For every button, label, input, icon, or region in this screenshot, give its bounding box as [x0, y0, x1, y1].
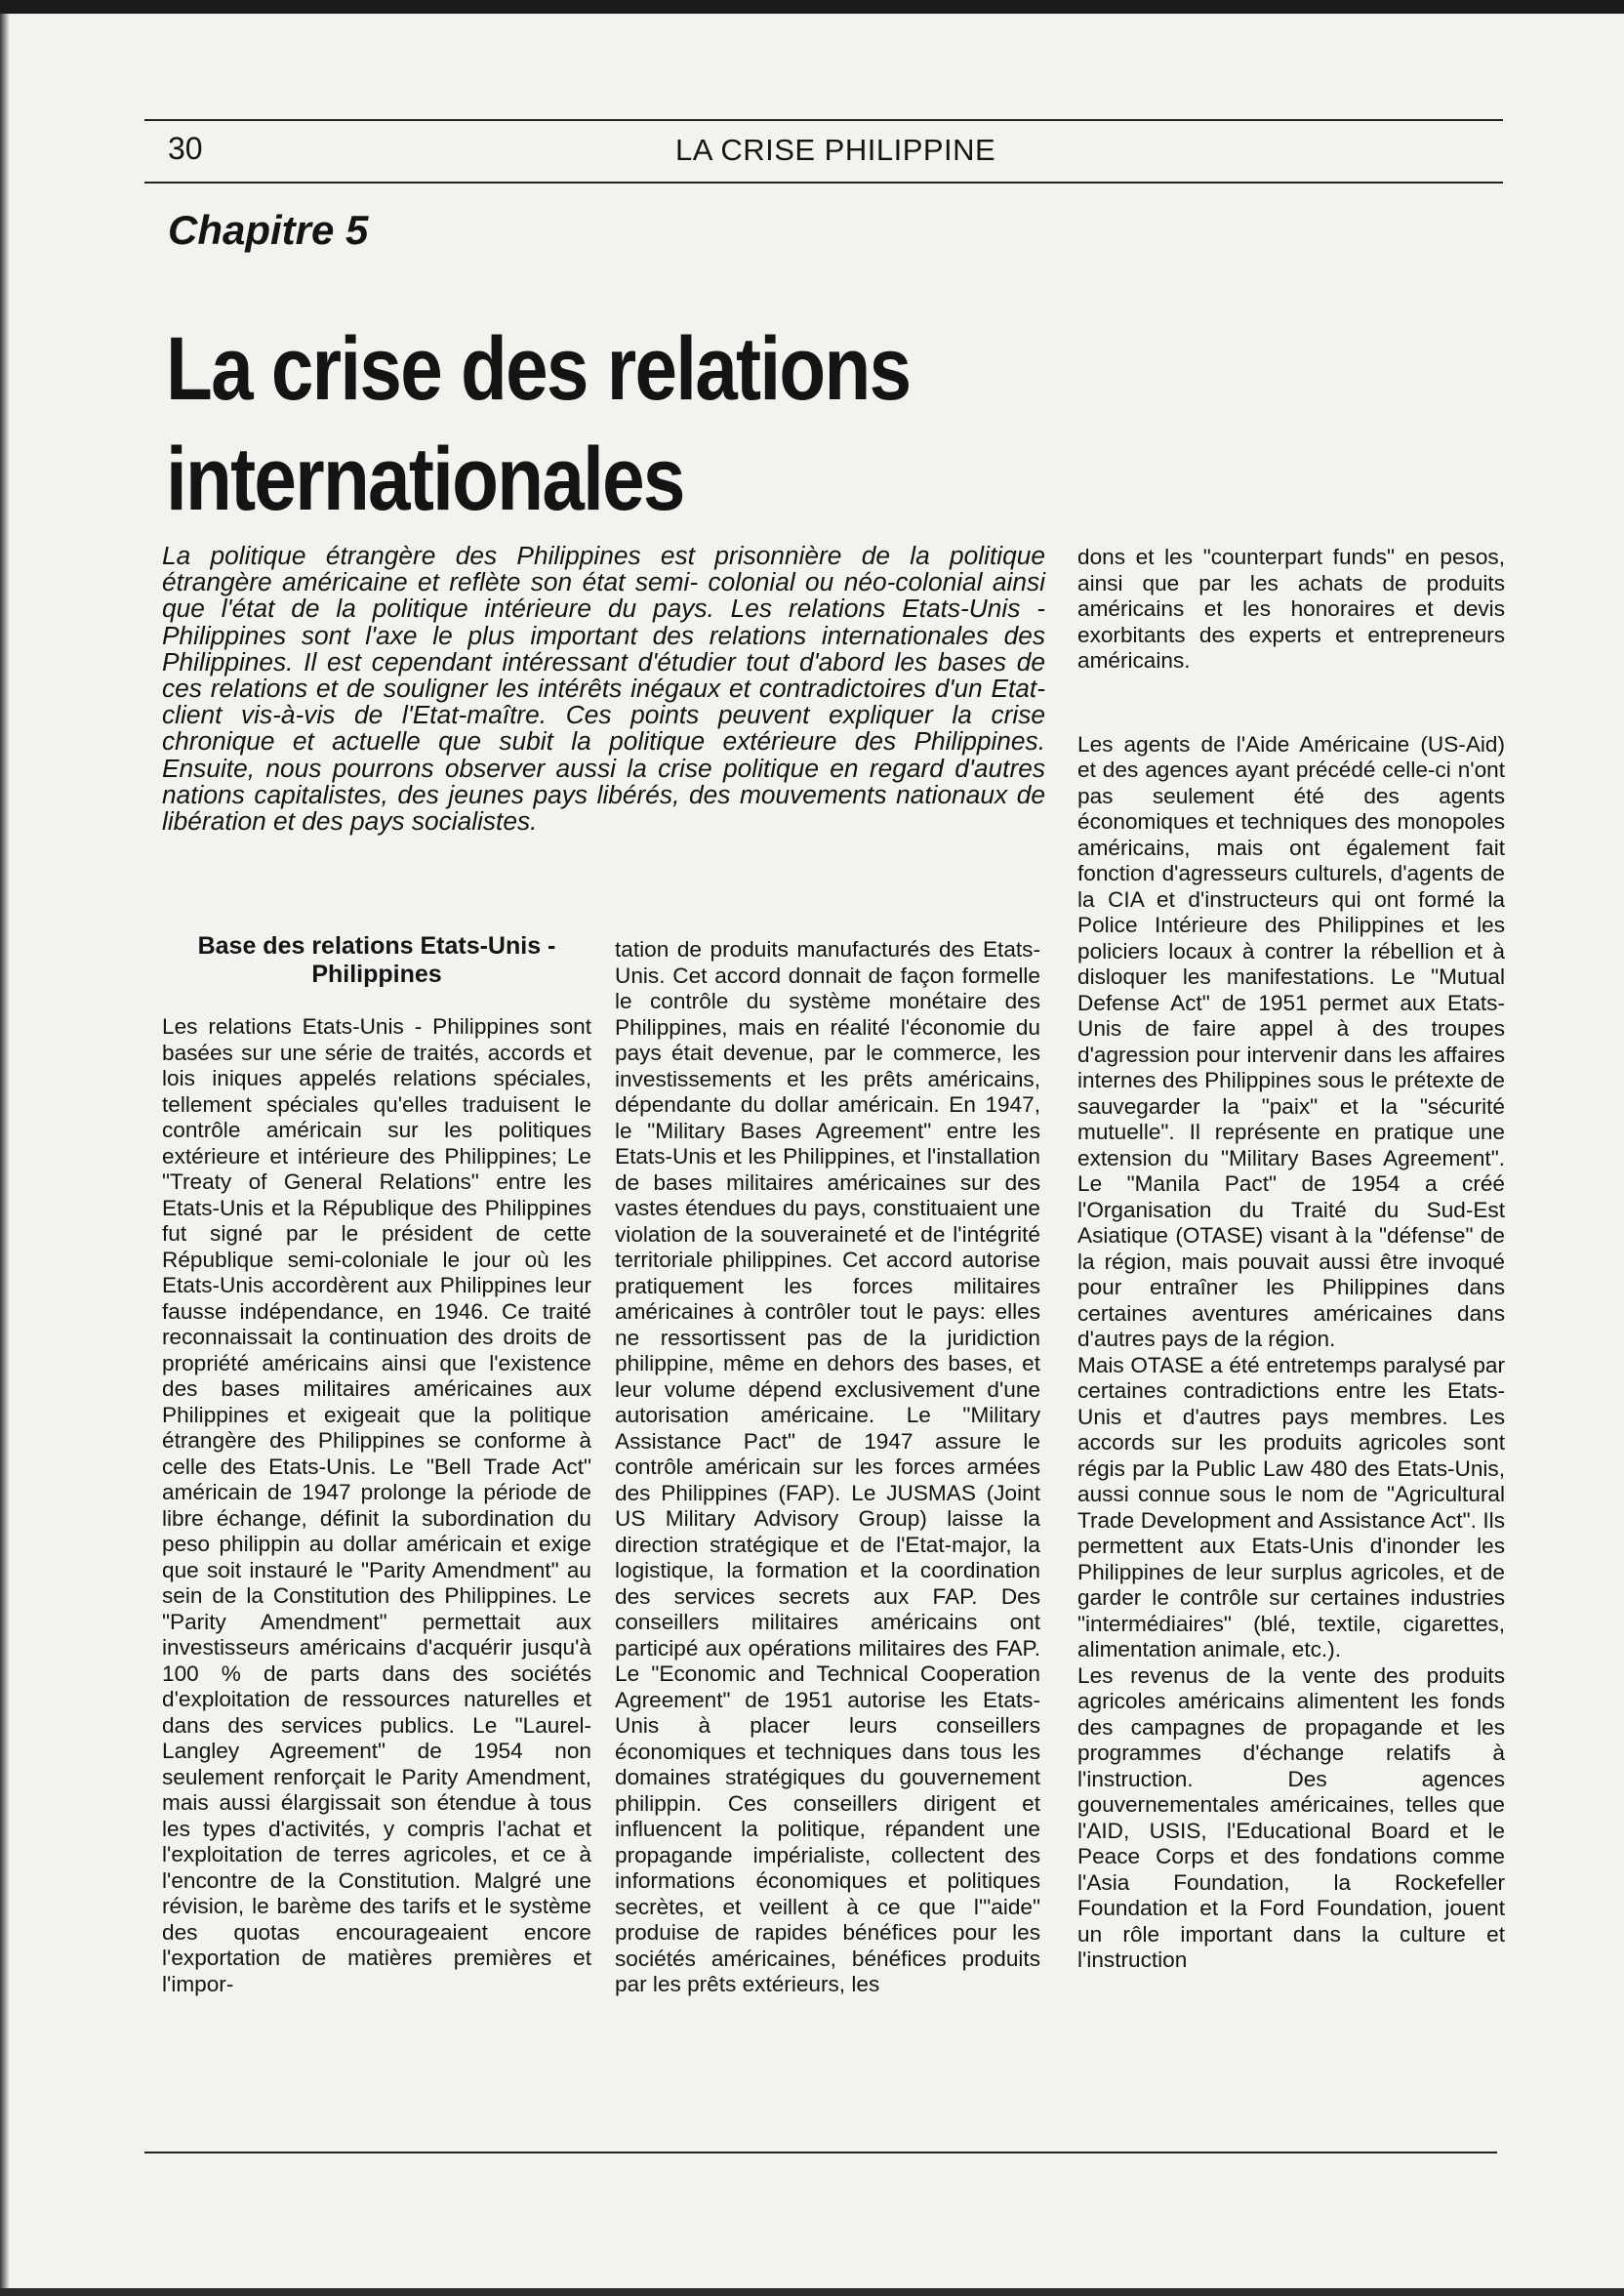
column-3-paragraph-3: Mais OTASE a été entretemps paralysé par certaines contradictions entre les Etats-Unis et d'autres pays membres. Les accords sur les produits agricoles sont régis par la Public Law 480 des Etats-Unis, aussi connue sous le nom de "Agricultural Trade Development and Assistance Act". Ils permettent aux Etats-Unis d'inonder les Philippines de leur surplus agricoles, et de garder le contrôle sur certaines industries "intermédiaires" (blé, textile, cigarettes, alimentation animale, etc.).	[1077, 1352, 1505, 1661]
column-3	[1077, 545, 1505, 1974]
scan-edge-top	[0, 0, 1624, 14]
column-1	[162, 932, 591, 1997]
scan-edge-bottom	[0, 2288, 1624, 2296]
page-header	[144, 119, 1503, 184]
column-1-text: Les relations Etats-Unis - Philippines sont basées sur une série de traités, accords et lois iniques appelés relations spéciales, tellement spéciales qu'elles traduisent le contrôle américain sur les politiques extérieure et intérieure des Philippines; Le "Treaty of General Relations" entre les Etats-Unis et la République des Philippines fut signé par le président de cette République semi-coloniale le jour où les Etats-Unis accordèrent aux Philippines leur fausse indépendance, en 1946. Ce traité reconnaissait la continuation des droits de propriété américains ainsi que l'existence des bases militaires américaines aux Philippines et exigeait que la politique étrangère des Philippines se conforme à celle des Etats-Unis. Le "Bell Trade Act" américain de 1947 prolonge la période de libre échange, définit la subordination du peso philippin au dollar américain et exige que soit instauré le "Parity Amendment" au sein de la Constitution des Philippines. Le "Parity Amendment" permettait aux investisseurs américains d'acquérir jusqu'à 100 % de parts dans des sociétés d'exploitation de ressources naturelles et dans des services publics. Le "Laurel-Langley Agreement" de 1954 non seulement renforçait le Parity Amendment, mais aussi élargissait son étendue à tous les types d'activités, y compris l'achat et l'exploitation de terres agricoles, et ce à l'encontre de la Constitution. Malgré une révision, le barème des tarifs et le système des quotas encourageaient encore l'exportation de matières premières et l'impor-	[162, 1014, 591, 1996]
chapter-label: Chapitre 5	[168, 207, 369, 253]
page-number: 30	[168, 131, 203, 166]
chapter-title	[166, 314, 995, 535]
bottom-rule	[144, 2152, 1497, 2153]
column-3-paragraph-1: dons et les "counterpart funds" en pesos, ainsi que par les achats de produits américains et les honoraires et devis exorbitants des experts et entrepreneurs américains.	[1077, 545, 1505, 673]
section-heading: Base des relations Etats-Unis - Philippines	[197, 932, 556, 988]
scan-edge-left	[0, 14, 10, 2296]
chapter-title-line-1: La crise des relations	[166, 319, 911, 419]
column-3-paragraph-4: Les revenus de la vente des produits agricoles américains alimentent les fonds des campagnes de propagande et les programmes d'échange relatifs à l'instruction. Des agences gouvernementales américaines, telles que l'AID, USIS, l'Educational Board et le Peace Corps et des fondations comme l'Asia Foundation, la Rockefeller Foundation et la Ford Foundation, jouent un rôle important dans la culture et l'instruction	[1077, 1662, 1505, 1972]
column-3-paragraph-2: Les agents de l'Aide Américaine (US-Aid) et des agences ayant précédé celle-ci n'ont pas seulement été des agents économiques et techniques des monopoles américains, mais ont également fait fonction d'agresseurs culturels, d'agents de la CIA et d'instructeurs qui ont formé la Police Intérieure des Philippines et les policiers locaux à contrer la rébellion et à disloquer les manifestations. Le "Mutual Defense Act" de 1951 permet aux Etats-Unis de faire appel à des troupes d'agression pour intervenir dans les affaires internes des Philippines sous le prétexte de sauvegarder la "paix" et la "sécurité mutuelle". Il représente en pratique une extension du "Military Bases Agreement". Le "Manila Pact" de 1954 a créé l'Organisation du Traité du Sud-Est Asiatique (OTASE) visant à la "défense" de la région, mais pouvait aussi être invoqué pour entraîner les Philippines dans certaines aventures américaines dans d'autres pays de la région.	[1077, 731, 1505, 1351]
column-2-text: tation de produits manufacturés des Etats-Unis. Cet accord donnait de façon formelle le contrôle du système monétaire des Philippines, mais en réalité l'économie du pays était devenue, par le commerce, les investissements et les prêts américains, dépendante du dollar américain. En 1947, le "Military Bases Agreement" entre les Etats-Unis et les Philippines, et l'installation de bases militaires américaines sur des vastes étendues du pays, constituaient une violation de la souveraineté et de l'intégrité territoriale philippines. Cet accord autorise pratiquement les forces militaires américaines à contrôler tout le pays: elles ne ressortissent pas de la juridiction philippine, même en dehors des bases, et leur volume dépend exclusivement d'une autorisation américaine. Le "Military Assistance Pact" de 1947 assure le contrôle américain sur les forces armées des Philippines (FAP). Le JUSMAS (Joint US Military Advisory Group) laisse la direction stratégique et de l'Etat-major, la logistique, la formation et la coordination des services secrets aux FAP. Des conseillers militaires américains ont participé aux opérations militaires des FAP. Le "Economic and Technical Cooperation Agreement" de 1951 autorise les Etats-Unis à placer leurs conseillers économiques et techniques dans tous les domaines stratégiques du gouvernement philippin. Ces conseillers dirigent et influencent la politique, répandent une propagande impérialiste, collectent des informations économiques et politiques secrètes, et veillent à ce que l'"aide" produise de rapides bénéfices pour les sociétés américaines, bénéfices produits par les prêts extérieurs, les	[615, 937, 1040, 1996]
chapter-intro: La politique étrangère des Philippines est prisonnière de la politique étrangère américaine et reflète son état semi- colonial ou néo-colonial ainsi que l'état de la politique intérieure du pays. Les relations Etats-Unis - Philippines sont l'axe le plus important des relations internationales des Philippines. Il est cependant intéressant d'étudier tout d'abord les bases de ces relations et de souligner les intérêts inégaux et contradictoires d'un Etat-client vis-à-vis de l'Etat-maître. Ces points peuvent expliquer la crise chronique et actuelle que subit la politique extérieure des Philippines. Ensuite, nous pourrons observer aussi la crise politique en regard d'autres nations capitalistes, des jeunes pays libérés, des mouvements nationaux de libération et des pays socialistes.	[162, 541, 1045, 837]
column-2	[615, 937, 1040, 1998]
chapter-title-line-2: internationales	[166, 430, 684, 529]
running-title: LA CRISE PHILIPPINE	[675, 133, 996, 167]
